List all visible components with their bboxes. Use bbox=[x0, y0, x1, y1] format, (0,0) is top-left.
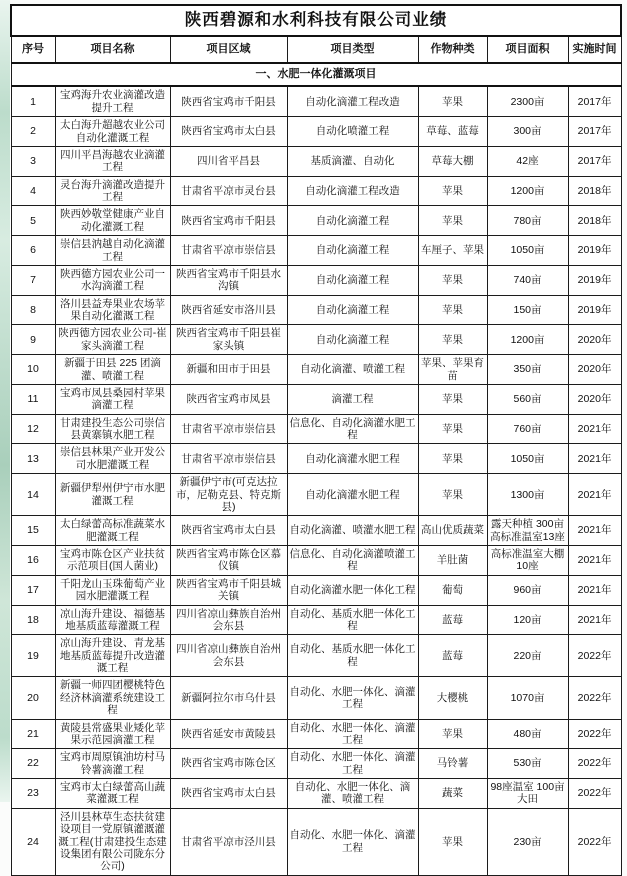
cell-name: 四川平昌海越农业滴灌工程 bbox=[55, 146, 170, 176]
cell-type: 自动化滴灌水肥一体化工程 bbox=[287, 575, 418, 605]
cell-name: 陕西德方园农业公司-崔家头滴灌工程 bbox=[55, 325, 170, 355]
cell-name: 新疆于田县 225 团滴灌、喷灌工程 bbox=[55, 355, 170, 385]
cell-type: 自动化滴灌工程 bbox=[287, 325, 418, 355]
cell-year: 2021年 bbox=[568, 605, 621, 635]
cell-year: 2020年 bbox=[568, 325, 621, 355]
cell-name: 新疆伊犁州伊宁市水肥灌溉工程 bbox=[55, 474, 170, 516]
cell-region: 陕西省宝鸡市陈仓区 bbox=[170, 749, 287, 779]
table-row bbox=[11, 546, 621, 576]
cell-area: 42座 bbox=[487, 146, 568, 176]
cell-name: 黄陵县常盛果业矮化苹果示范园滴灌工程 bbox=[55, 719, 170, 749]
document-sheet bbox=[10, 4, 622, 876]
cell-type: 滴灌工程 bbox=[287, 384, 418, 414]
cell-crop: 蓝莓 bbox=[418, 635, 487, 677]
cell-name: 宝鸡市周原镇油坊村马铃薯滴灌工程 bbox=[55, 749, 170, 779]
cell-type: 自动化、水肥一体化、滴灌工程 bbox=[287, 808, 418, 875]
table-title-row bbox=[11, 5, 621, 36]
cell-type: 信息化、自动化滴灌喷灌工程 bbox=[287, 546, 418, 576]
cell-year: 2021年 bbox=[568, 444, 621, 474]
cell-year: 2021年 bbox=[568, 414, 621, 444]
cell-region: 陕西省宝鸡市太白县 bbox=[170, 117, 287, 147]
cell-year: 2021年 bbox=[568, 546, 621, 576]
cell-year: 2019年 bbox=[568, 265, 621, 295]
cell-name: 宝鸡海升农业滴灌改造提升工程 bbox=[55, 86, 170, 116]
cell-area: 98座温室 100亩大田 bbox=[487, 779, 568, 809]
cell-crop: 苹果 bbox=[418, 444, 487, 474]
cell-crop: 苹果 bbox=[418, 808, 487, 875]
column-header: 项目面积 bbox=[487, 36, 568, 63]
table-row bbox=[11, 474, 621, 516]
cell-no: 6 bbox=[11, 236, 55, 266]
cell-area: 高标准温室大棚10座 bbox=[487, 546, 568, 576]
column-header: 序号 bbox=[11, 36, 55, 63]
cell-region: 甘肃省平凉市崇信县 bbox=[170, 236, 287, 266]
cell-crop: 苹果、苹果育苗 bbox=[418, 355, 487, 385]
cell-crop: 苹果 bbox=[418, 86, 487, 116]
cell-year: 2022年 bbox=[568, 808, 621, 875]
table-row bbox=[11, 265, 621, 295]
cell-crop: 苹果 bbox=[418, 206, 487, 236]
cell-region: 陕西省延安市黄陵县 bbox=[170, 719, 287, 749]
cell-type: 自动化滴灌、喷灌水肥工程 bbox=[287, 516, 418, 546]
cell-type: 自动化滴灌水肥工程 bbox=[287, 474, 418, 516]
cell-crop: 苹果 bbox=[418, 265, 487, 295]
cell-area: 220亩 bbox=[487, 635, 568, 677]
cell-region: 陕西省宝鸡市千阳县崔家头镇 bbox=[170, 325, 287, 355]
table-row bbox=[11, 384, 621, 414]
cell-region: 甘肃省平凉市崇信县 bbox=[170, 444, 287, 474]
cell-type: 自动化滴灌工程 bbox=[287, 295, 418, 325]
cell-year: 2018年 bbox=[568, 176, 621, 206]
cell-region: 四川省凉山彝族自治州会东县 bbox=[170, 635, 287, 677]
cell-type: 自动化滴灌水肥工程 bbox=[287, 444, 418, 474]
cell-area: 530亩 bbox=[487, 749, 568, 779]
table-header-row bbox=[11, 36, 621, 63]
cell-region: 陕西省宝鸡市千阳县水沟镇 bbox=[170, 265, 287, 295]
cell-region: 甘肃省平凉市灵台县 bbox=[170, 176, 287, 206]
cell-year: 2017年 bbox=[568, 117, 621, 147]
table-row bbox=[11, 444, 621, 474]
column-header: 项目区域 bbox=[170, 36, 287, 63]
cell-type: 自动化、水肥一体化、滴灌工程 bbox=[287, 677, 418, 719]
cell-year: 2021年 bbox=[568, 516, 621, 546]
cell-crop: 马铃薯 bbox=[418, 749, 487, 779]
table-row bbox=[11, 355, 621, 385]
cell-type: 自动化滴灌工程改造 bbox=[287, 176, 418, 206]
cell-name: 甘肃建投生态公司崇信县黄寨镇水肥工程 bbox=[55, 414, 170, 444]
table-row bbox=[11, 677, 621, 719]
cell-no: 3 bbox=[11, 146, 55, 176]
table-row bbox=[11, 749, 621, 779]
table-row bbox=[11, 206, 621, 236]
cell-type: 自动化滴灌工程 bbox=[287, 265, 418, 295]
cell-no: 21 bbox=[11, 719, 55, 749]
table-row bbox=[11, 236, 621, 266]
cell-region: 陕西省宝鸡市千阳县城关镇 bbox=[170, 575, 287, 605]
performance-table bbox=[10, 4, 622, 876]
cell-crop: 苹果 bbox=[418, 325, 487, 355]
cell-region: 陕西省宝鸡市太白县 bbox=[170, 516, 287, 546]
cell-name: 泾川县林草生态扶贫建设项目一党原镇灌溉灌溉工程(甘肃建投生态建设集团有限公司陇东分公司) bbox=[55, 808, 170, 875]
cell-region: 陕西省宝鸡市陈仓区慕仪镇 bbox=[170, 546, 287, 576]
cell-no: 12 bbox=[11, 414, 55, 444]
cell-year: 2022年 bbox=[568, 719, 621, 749]
table-row bbox=[11, 295, 621, 325]
cell-year: 2020年 bbox=[568, 355, 621, 385]
cell-area: 1200亩 bbox=[487, 176, 568, 206]
cell-area: 960亩 bbox=[487, 575, 568, 605]
cell-name: 太白海升超越农业公司自动化灌溉工程 bbox=[55, 117, 170, 147]
cell-no: 13 bbox=[11, 444, 55, 474]
cell-year: 2020年 bbox=[568, 384, 621, 414]
cell-type: 自动化滴灌工程 bbox=[287, 206, 418, 236]
cell-name: 宝鸡市陈仓区产业扶贫示范项目(国人菌业) bbox=[55, 546, 170, 576]
cell-name: 陕西妙敬堂健康产业自动化灌溉工程 bbox=[55, 206, 170, 236]
cell-year: 2019年 bbox=[568, 236, 621, 266]
cell-region: 新疆和田市于田县 bbox=[170, 355, 287, 385]
cell-region: 甘肃省平凉市崇信县 bbox=[170, 414, 287, 444]
table-row bbox=[11, 719, 621, 749]
cell-year: 2018年 bbox=[568, 206, 621, 236]
cell-area: 120亩 bbox=[487, 605, 568, 635]
cell-type: 自动化、水肥一体化、滴灌工程 bbox=[287, 719, 418, 749]
cell-area: 760亩 bbox=[487, 414, 568, 444]
section-title: 一、水肥一体化灌溉项目 bbox=[11, 63, 621, 86]
cell-area: 230亩 bbox=[487, 808, 568, 875]
cell-no: 15 bbox=[11, 516, 55, 546]
table-row bbox=[11, 808, 621, 875]
page-title: 陕西碧源和水利科技有限公司业绩 bbox=[11, 5, 621, 36]
cell-name: 崇信县林果产业开发公司水肥灌溉工程 bbox=[55, 444, 170, 474]
cell-area: 1200亩 bbox=[487, 325, 568, 355]
cell-area: 300亩 bbox=[487, 117, 568, 147]
cell-area: 780亩 bbox=[487, 206, 568, 236]
cell-no: 22 bbox=[11, 749, 55, 779]
cell-crop: 草莓、蓝莓 bbox=[418, 117, 487, 147]
table-row bbox=[11, 516, 621, 546]
table-row bbox=[11, 635, 621, 677]
cell-crop: 羊肚菌 bbox=[418, 546, 487, 576]
scan-edge-strip bbox=[0, 0, 10, 802]
cell-type: 自动化、基质水肥一体化工程 bbox=[287, 635, 418, 677]
cell-no: 16 bbox=[11, 546, 55, 576]
cell-year: 2019年 bbox=[568, 295, 621, 325]
cell-name: 宝鸡市太白绿蕾高山蔬菜灌溉工程 bbox=[55, 779, 170, 809]
cell-name: 千阳龙山玉珠葡萄产业园水肥灌溉工程 bbox=[55, 575, 170, 605]
cell-crop: 高山优质蔬菜 bbox=[418, 516, 487, 546]
cell-area: 1300亩 bbox=[487, 474, 568, 516]
cell-crop: 苹果 bbox=[418, 176, 487, 206]
cell-crop: 蓝莓 bbox=[418, 605, 487, 635]
cell-no: 14 bbox=[11, 474, 55, 516]
cell-name: 陕西德方园农业公司一水沟滴灌工程 bbox=[55, 265, 170, 295]
cell-no: 23 bbox=[11, 779, 55, 809]
cell-no: 2 bbox=[11, 117, 55, 147]
cell-region: 陕西省宝鸡市千阳县 bbox=[170, 86, 287, 116]
cell-no: 4 bbox=[11, 176, 55, 206]
cell-area: 350亩 bbox=[487, 355, 568, 385]
cell-year: 2017年 bbox=[568, 86, 621, 116]
cell-type: 自动化滴灌、喷灌工程 bbox=[287, 355, 418, 385]
table-row bbox=[11, 779, 621, 809]
column-header: 实施时间 bbox=[568, 36, 621, 63]
cell-region: 四川省凉山彝族自治州会东县 bbox=[170, 605, 287, 635]
table-row bbox=[11, 325, 621, 355]
cell-type: 自动化、基质水肥一体化工程 bbox=[287, 605, 418, 635]
cell-area: 480亩 bbox=[487, 719, 568, 749]
table-row bbox=[11, 146, 621, 176]
cell-no: 10 bbox=[11, 355, 55, 385]
cell-area: 740亩 bbox=[487, 265, 568, 295]
cell-type: 自动化滴灌工程 bbox=[287, 236, 418, 266]
cell-region: 陕西省延安市洛川县 bbox=[170, 295, 287, 325]
cell-region: 四川省平昌县 bbox=[170, 146, 287, 176]
cell-type: 自动化、水肥一体化、滴灌工程 bbox=[287, 749, 418, 779]
cell-no: 5 bbox=[11, 206, 55, 236]
cell-no: 17 bbox=[11, 575, 55, 605]
cell-crop: 车厘子、苹果 bbox=[418, 236, 487, 266]
cell-crop: 苹果 bbox=[418, 414, 487, 444]
cell-type: 基质滴灌、自动化 bbox=[287, 146, 418, 176]
cell-area: 1050亩 bbox=[487, 236, 568, 266]
table-row bbox=[11, 86, 621, 116]
cell-crop: 苹果 bbox=[418, 295, 487, 325]
cell-area: 2300亩 bbox=[487, 86, 568, 116]
cell-crop: 苹果 bbox=[418, 719, 487, 749]
cell-year: 2017年 bbox=[568, 146, 621, 176]
cell-name: 太白绿蕾高标准蔬菜水肥灌溉工程 bbox=[55, 516, 170, 546]
cell-year: 2022年 bbox=[568, 749, 621, 779]
cell-no: 11 bbox=[11, 384, 55, 414]
cell-no: 7 bbox=[11, 265, 55, 295]
table-row bbox=[11, 575, 621, 605]
cell-no: 24 bbox=[11, 808, 55, 875]
cell-region: 甘肃省平凉市泾川县 bbox=[170, 808, 287, 875]
cell-crop: 苹果 bbox=[418, 474, 487, 516]
cell-year: 2022年 bbox=[568, 779, 621, 809]
column-header: 项目类型 bbox=[287, 36, 418, 63]
cell-name: 宝鸡市凤县桑园村苹果滴灌工程 bbox=[55, 384, 170, 414]
cell-name: 崇信县汭越自动化滴灌工程 bbox=[55, 236, 170, 266]
cell-region: 新疆伊宁市(可克达拉市，尼勒克县、特克斯县) bbox=[170, 474, 287, 516]
cell-year: 2021年 bbox=[568, 474, 621, 516]
cell-crop: 蔬菜 bbox=[418, 779, 487, 809]
cell-type: 自动化喷灌工程 bbox=[287, 117, 418, 147]
cell-region: 陕西省宝鸡市太白县 bbox=[170, 779, 287, 809]
cell-name: 新疆一师四团樱桃特色经济林滴灌系统建设工程 bbox=[55, 677, 170, 719]
cell-name: 凉山海升建设、青龙基地基质蓝莓提升改造灌溉工程 bbox=[55, 635, 170, 677]
cell-area: 露天种植 300亩 高标准温室13座 bbox=[487, 516, 568, 546]
table-row bbox=[11, 605, 621, 635]
cell-no: 18 bbox=[11, 605, 55, 635]
cell-area: 1070亩 bbox=[487, 677, 568, 719]
cell-no: 20 bbox=[11, 677, 55, 719]
cell-type: 自动化滴灌工程改造 bbox=[287, 86, 418, 116]
cell-name: 凉山海升建设、福德基地基质蓝莓灌溉工程 bbox=[55, 605, 170, 635]
cell-crop: 苹果 bbox=[418, 384, 487, 414]
cell-name: 洛川县益寿果业农场苹果自动化灌溉工程 bbox=[55, 295, 170, 325]
cell-crop: 草莓大棚 bbox=[418, 146, 487, 176]
cell-type: 自动化、水肥一体化、滴灌、喷灌工程 bbox=[287, 779, 418, 809]
column-header: 项目名称 bbox=[55, 36, 170, 63]
cell-crop: 葡萄 bbox=[418, 575, 487, 605]
table-row bbox=[11, 117, 621, 147]
cell-region: 陕西省宝鸡市千阳县 bbox=[170, 206, 287, 236]
cell-no: 9 bbox=[11, 325, 55, 355]
table-row bbox=[11, 414, 621, 444]
cell-year: 2022年 bbox=[568, 635, 621, 677]
cell-area: 150亩 bbox=[487, 295, 568, 325]
cell-year: 2021年 bbox=[568, 575, 621, 605]
cell-type: 信息化、自动化滴灌水肥工程 bbox=[287, 414, 418, 444]
cell-region: 新疆阿拉尔市乌什县 bbox=[170, 677, 287, 719]
cell-area: 560亩 bbox=[487, 384, 568, 414]
cell-no: 19 bbox=[11, 635, 55, 677]
cell-crop: 大樱桃 bbox=[418, 677, 487, 719]
cell-region: 陕西省宝鸡市凤县 bbox=[170, 384, 287, 414]
cell-year: 2022年 bbox=[568, 677, 621, 719]
table-row bbox=[11, 176, 621, 206]
cell-no: 1 bbox=[11, 86, 55, 116]
column-header: 作物种类 bbox=[418, 36, 487, 63]
cell-no: 8 bbox=[11, 295, 55, 325]
section-row bbox=[11, 63, 621, 86]
cell-area: 1050亩 bbox=[487, 444, 568, 474]
cell-name: 灵台海升滴灌改造提升工程 bbox=[55, 176, 170, 206]
